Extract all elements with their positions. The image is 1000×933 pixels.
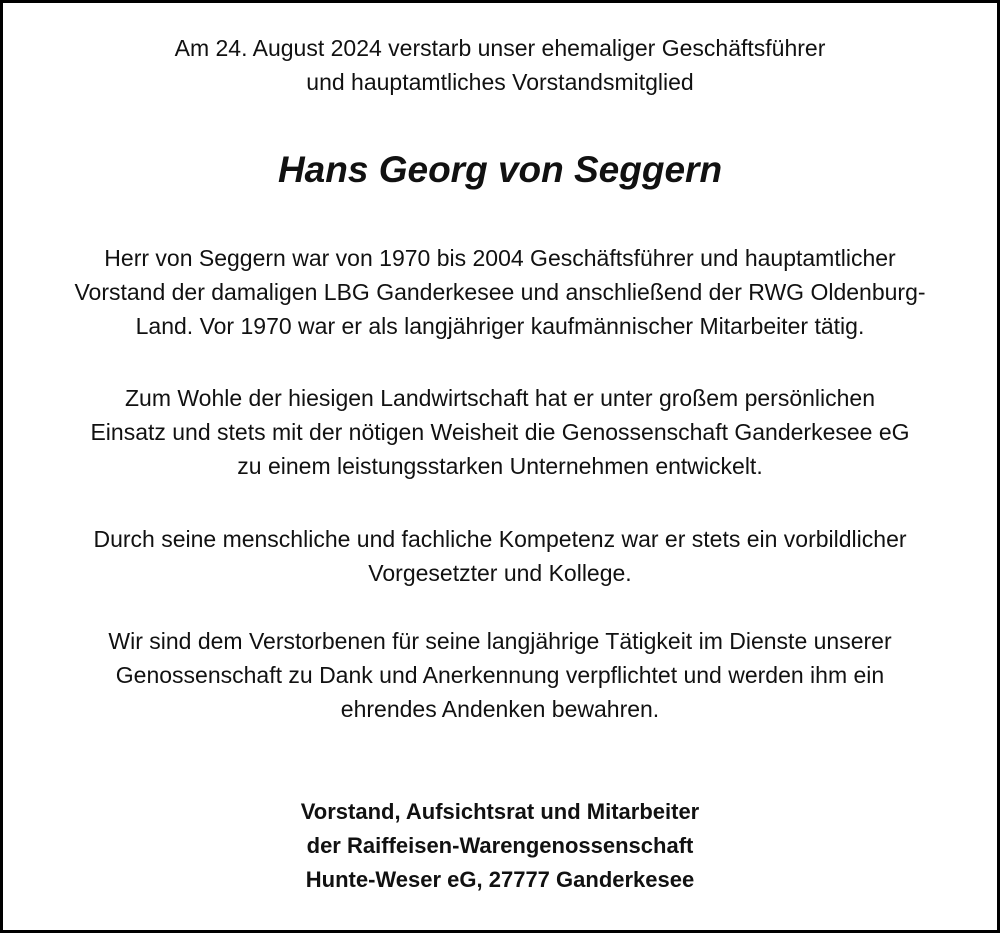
paragraph-line: Land. Vor 1970 war er als langjähriger kaufmännischer Mitarbeiter tätig. [135,313,865,339]
intro-line: und hauptamtliches Vorstandsmitglied [306,69,694,95]
paragraph-achievements [3,381,997,483]
paragraph-career [3,241,997,343]
signature-line: der Raiffeisen-Warengenossenschaft [306,833,694,858]
paragraph-line: ehrendes Andenken bewahren. [340,696,660,722]
paragraph-character [3,522,997,590]
signature-block [3,795,997,897]
paragraph-line: Vorstand der damaligen LBG Ganderkesee und anschließend der RWG Oldenburg- [74,279,926,305]
signature-line: Vorstand, Aufsichtsrat und Mitarbeiter [300,799,700,824]
paragraph-line: Genossenschaft zu Dank und Anerkennung verpflichtet und werden ihm ein [115,662,885,688]
paragraph-line: Einsatz und stets mit der nötigen Weisheit die Genossenschaft Ganderkesee eG [90,419,910,445]
deceased-name: Hans Georg von Seggern [277,149,723,190]
paragraph-gratitude [3,624,997,726]
paragraph-line: Vorgesetzter und Kollege. [368,560,632,586]
signature-line: Hunte-Weser eG, 27777 Ganderkesee [305,867,695,892]
paragraph-line: zu einem leistungsstarken Unternehmen entwickelt. [237,453,763,479]
paragraph-line: Wir sind dem Verstorbenen für seine langjährige Tätigkeit im Dienste unserer [108,628,892,654]
paragraph-line: Herr von Seggern war von 1970 bis 2004 Geschäftsführer und hauptamtlicher [104,245,896,271]
intro-line: Am 24. August 2024 verstarb unser ehemaliger Geschäftsführer [174,35,826,61]
paragraph-line: Durch seine menschliche und fachliche Kompetenz war er stets ein vorbildlicher [93,526,907,552]
intro-text [3,31,997,99]
paragraph-line: Zum Wohle der hiesigen Landwirtschaft hat er unter großem persönlichen [124,385,875,411]
